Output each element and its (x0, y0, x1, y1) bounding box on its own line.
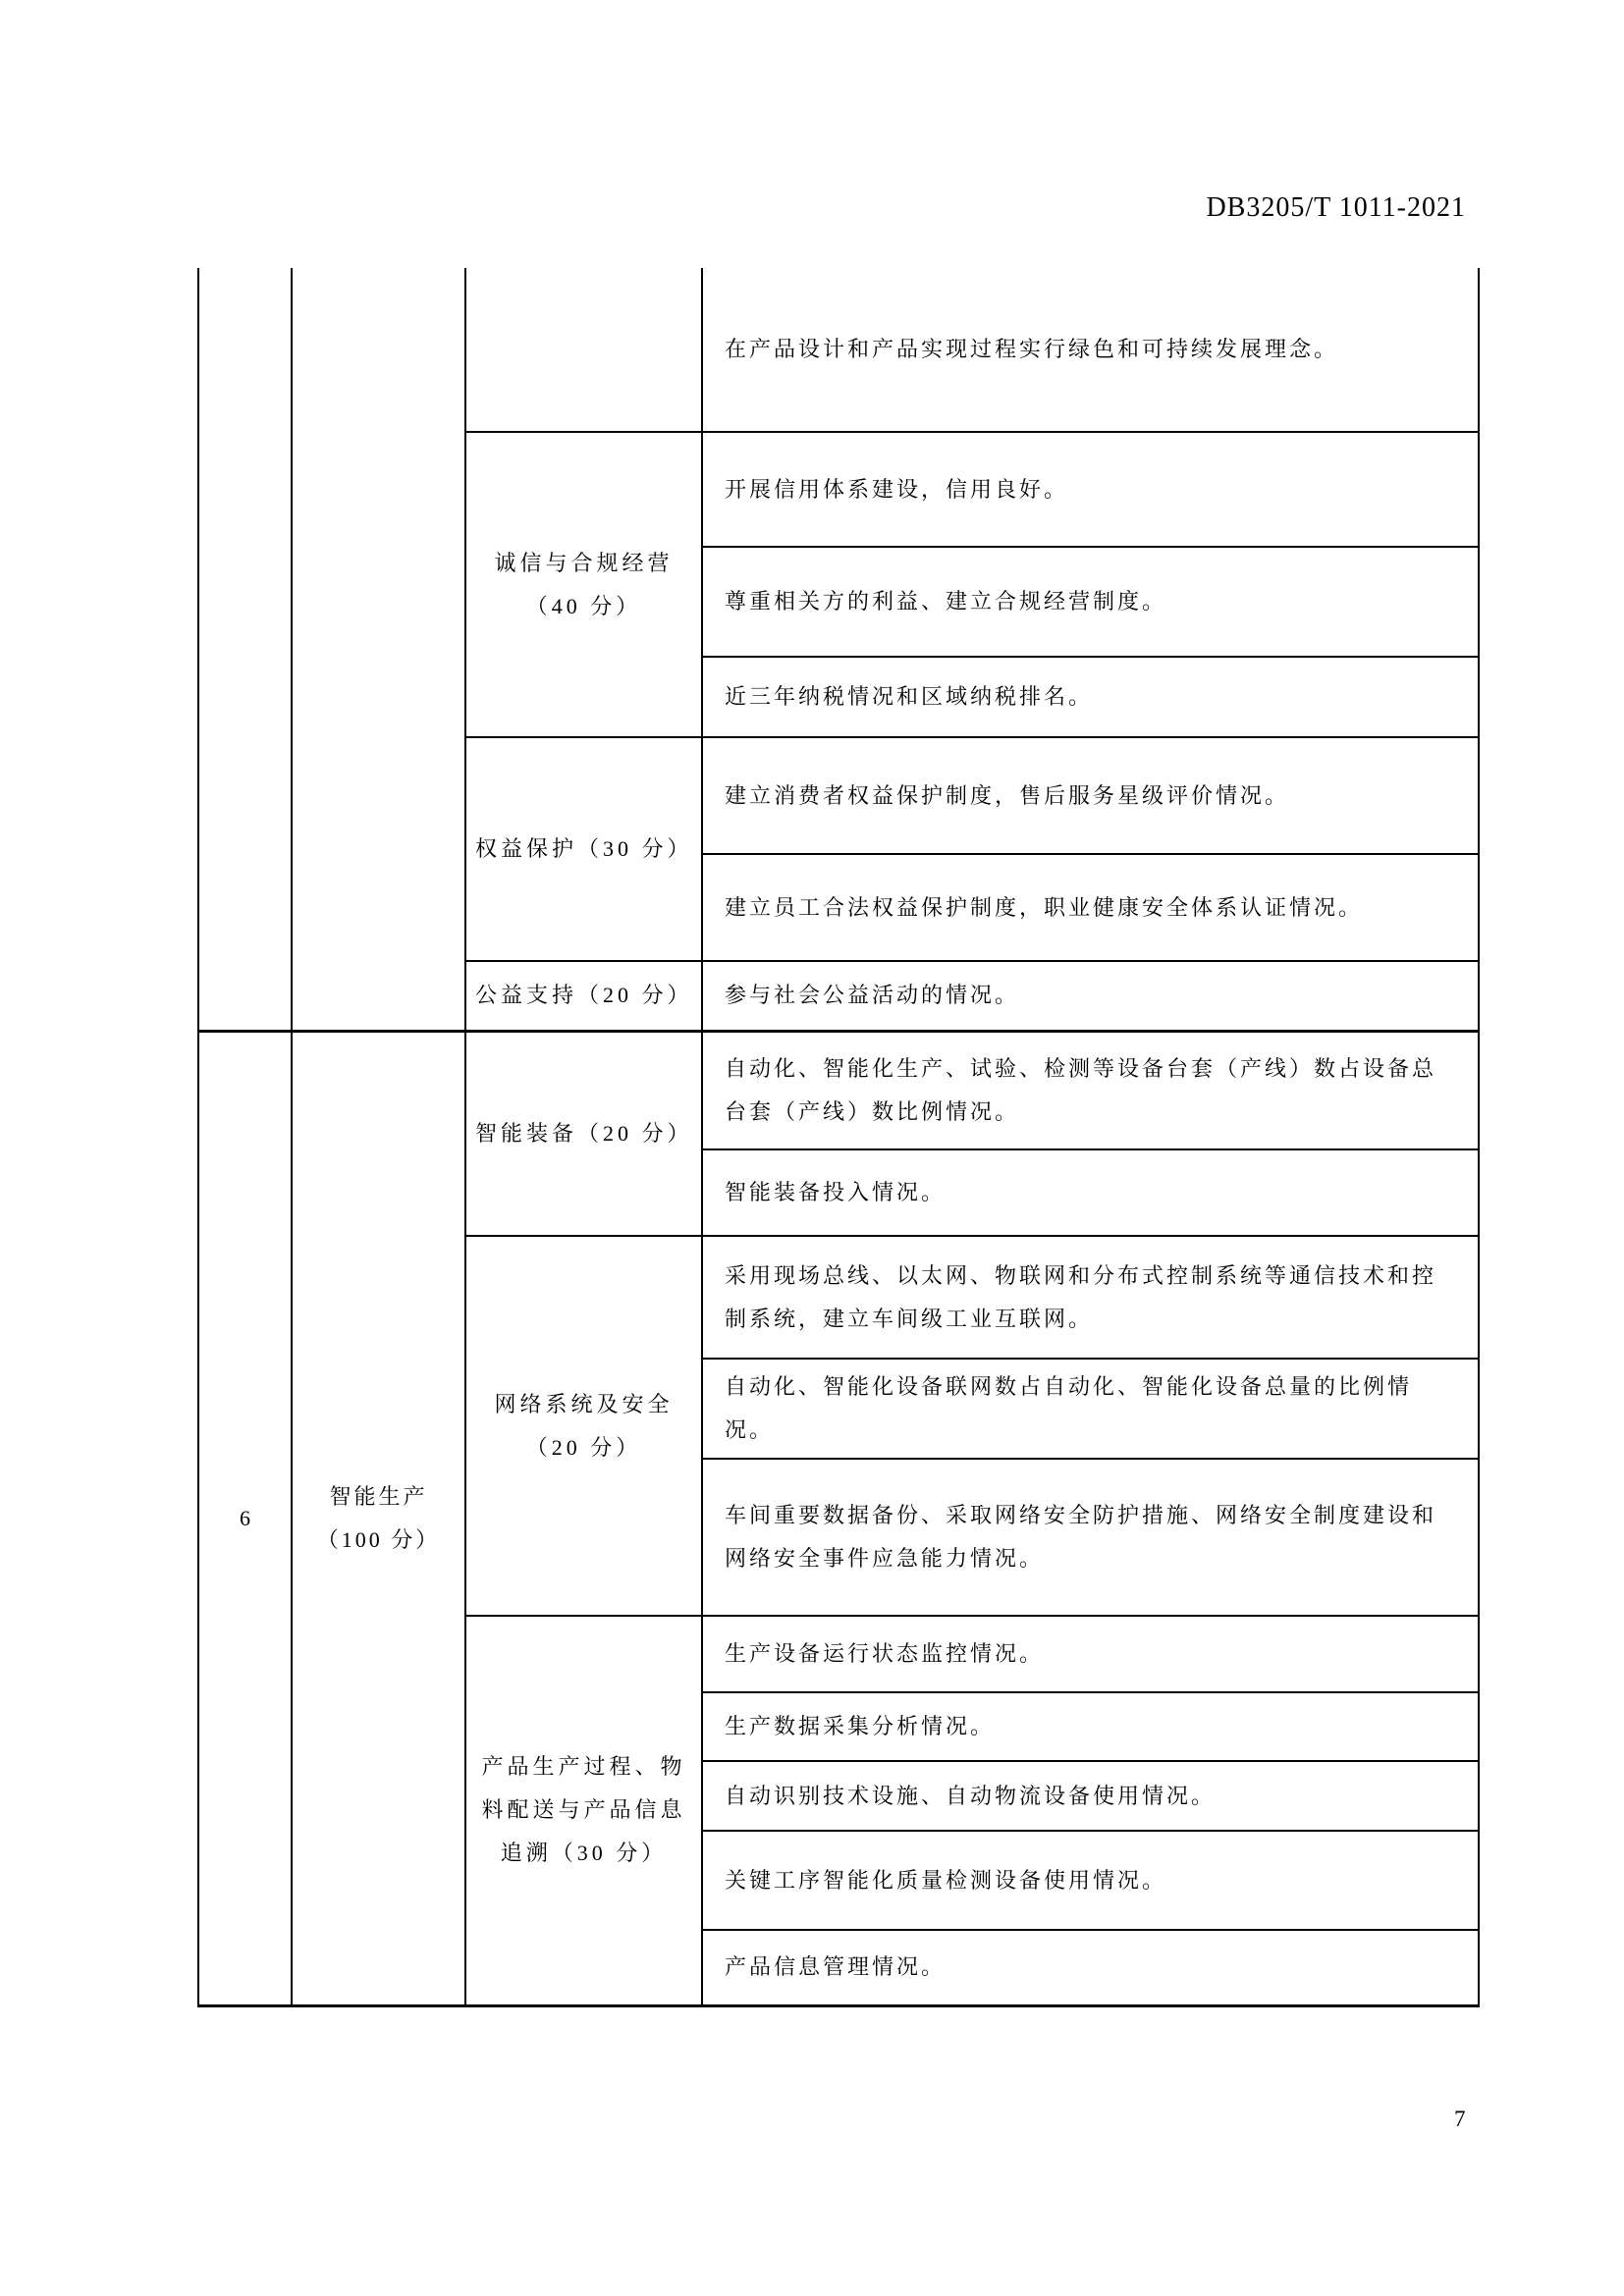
criterion-cell: 智能装备投入情况。 (702, 1149, 1479, 1236)
section-number-cell (198, 268, 292, 1031)
section-category-cell (292, 1031, 465, 2005)
subcategory-cell (465, 1031, 702, 1236)
subcategory-cell (465, 1616, 702, 2005)
criterion-cell: 生产设备运行状态监控情况。 (702, 1616, 1479, 1692)
subcategory-line: 诚信与合规经营 (494, 550, 674, 575)
subcategory-cell (465, 432, 702, 737)
criterion-cell: 在产品设计和产品实现过程实行绿色和可持续发展理念。 (702, 268, 1479, 432)
category-line: （100 分） (316, 1526, 441, 1552)
page-number: 7 (1454, 2107, 1466, 2131)
criterion-cell: 生产数据采集分析情况。 (702, 1692, 1479, 1761)
subcategory-cell (465, 268, 702, 432)
table-row (198, 268, 1479, 432)
section-number-cell: 6 (198, 1031, 292, 2005)
section-category-cell (292, 268, 465, 1031)
criterion-cell: 关键工序智能化质量检测设备使用情况。 (702, 1831, 1479, 1930)
criterion-cell: 参与社会公益活动的情况。 (702, 961, 1479, 1031)
criterion-cell: 尊重相关方的利益、建立合规经营制度。 (702, 547, 1479, 657)
criterion-cell: 建立消费者权益保护制度，售后服务星级评价情况。 (702, 737, 1479, 854)
evaluation-table (197, 268, 1480, 2007)
criterion-cell: 建立员工合法权益保护制度，职业健康安全体系认证情况。 (702, 854, 1479, 961)
subcategory-line: （20 分） (525, 1434, 642, 1460)
criterion-cell: 产品信息管理情况。 (702, 1930, 1479, 2005)
criterion-cell: 采用现场总线、以太网、物联网和分布式控制系统等通信技术和控制系统，建立车间级工业互联网。 (702, 1236, 1479, 1359)
subcategory-cell (465, 1236, 702, 1616)
subcategory-line: 智能装备（20 分） (475, 1120, 693, 1146)
subcategory-line: 权益保护（30 分） (475, 836, 693, 861)
criterion-cell: 车间重要数据备份、采取网络安全防护措施、网络安全制度建设和网络安全事件应急能力情况。 (702, 1459, 1479, 1616)
subcategory-line: 网络系统及安全 (494, 1391, 674, 1416)
criterion-cell: 近三年纳税情况和区域纳税排名。 (702, 657, 1479, 737)
document-code: DB3205/T 1011-2021 (1206, 192, 1466, 223)
subcategory-cell (465, 961, 702, 1031)
table-row (198, 1031, 1479, 1149)
criterion-cell: 开展信用体系建设，信用良好。 (702, 432, 1479, 547)
criterion-cell: 自动识别技术设施、自动物流设备使用情况。 (702, 1761, 1479, 1831)
category-line: 智能生产 (329, 1483, 428, 1509)
subcategory-line: 产品生产过程、物料配送与产品信息追溯（30 分） (481, 1754, 686, 1866)
criterion-cell: 自动化、智能化设备联网数占自动化、智能化设备总量的比例情况。 (702, 1359, 1479, 1459)
subcategory-line: （40 分） (525, 593, 642, 618)
criterion-cell: 自动化、智能化生产、试验、检测等设备台套（产线）数占设备总台套（产线）数比例情况。 (702, 1031, 1479, 1149)
subcategory-line: 公益支持（20 分） (475, 983, 693, 1008)
subcategory-cell (465, 737, 702, 961)
